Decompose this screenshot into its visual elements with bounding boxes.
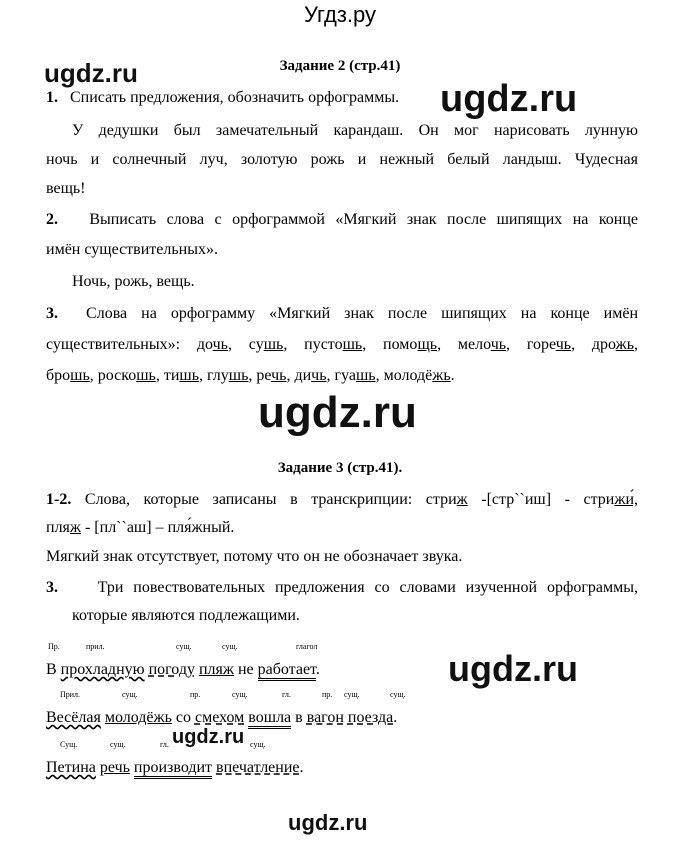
orthogram-word: глушь, xyxy=(207,367,253,384)
orthogram-word: гуашь, xyxy=(334,367,380,384)
pos-label: пр. xyxy=(322,690,333,699)
watermark: ugdz.ru xyxy=(288,810,368,835)
pos-label: сущ. xyxy=(176,642,192,651)
watermark: ugdz.ru xyxy=(172,726,245,748)
pos-label: прил. xyxy=(86,642,105,651)
task2-words: Ночь, рожь, вещь. xyxy=(72,273,195,290)
task3-item12-line1: 1-2. Слова, которые записаны в транскрипции: стриж -[стр``иш] - стрижи́, xyxy=(46,491,638,508)
task2-item3: 3. Слова на орфограмму «Мягкий знак после шипящих на конце имён xyxy=(46,305,639,322)
pos-label: пр. xyxy=(190,690,201,699)
pos-label: гл. xyxy=(160,740,169,749)
orthogram-word: пустошь, xyxy=(304,336,367,353)
pos-label: сущ. xyxy=(344,690,360,699)
task3-heading: Задание 3 (стр.41). xyxy=(277,460,403,476)
orthogram-word: речь, xyxy=(256,367,291,384)
orthogram-word: горечь, xyxy=(526,336,576,353)
orthogram-word: мелочь, xyxy=(457,336,511,353)
orthogram-word: тишь, xyxy=(163,367,204,384)
sentence1-pos-labels xyxy=(0,642,680,654)
watermark: ugdz.ru xyxy=(258,388,417,437)
orthogram-word: дочь, xyxy=(196,336,232,353)
pos-label: сущ. xyxy=(122,690,138,699)
pos-label: сущ. xyxy=(250,740,266,749)
task2-item3-line2: существительных»: дочь, сушь, пустошь, помощь, мелочь, горечь, дрожь, xyxy=(46,336,639,353)
watermark: ugdz.ru xyxy=(44,58,138,88)
sentence1: В прохладную погоду пляж не работает. xyxy=(46,660,320,680)
orthogram-word: брошь, xyxy=(46,367,94,384)
task2-item2-line2: имён существительных». xyxy=(46,241,218,258)
task2-paragraph-line: У дедушки был замечательный карандаш. Он мог нарисовать лунную xyxy=(72,122,638,139)
task3-explanation: Мягкий знак отсутствует, потому что он не обозначает звука. xyxy=(46,548,463,565)
watermark: ugdz.ru xyxy=(448,648,578,689)
task2-paragraph-line: ночь и солнечный луч, золотую рожь и нежный белый ландыш. Чудесная xyxy=(46,151,638,168)
task2-item1: 1. Списать предложения, обозначить орфограммы. xyxy=(46,89,400,106)
orthogram-word: молодёжь. xyxy=(383,367,455,384)
orthogram-word: роскошь, xyxy=(97,367,160,384)
watermark: ugdz.ru xyxy=(440,78,578,120)
task2-paragraph-line: вещь! xyxy=(46,180,86,197)
sentence2: Весёлая молодёжь со смехом вошла в вагон поезда. xyxy=(46,708,397,728)
pos-label: сущ. xyxy=(232,690,248,699)
pos-label: Пр. xyxy=(48,642,60,651)
orthogram-word: помощь, xyxy=(383,336,442,353)
task2-item3-line3 xyxy=(46,366,455,386)
orthogram-word: сушь, xyxy=(248,336,288,353)
task2-heading: Задание 2 (стр.41) xyxy=(279,58,401,74)
task3-item3: 3. Три повествовательных предложения со словами изученной орфограммы, xyxy=(46,579,638,596)
task3-item3-line2: которые являются подлежащими. xyxy=(72,607,300,624)
pos-label: гл. xyxy=(282,690,291,699)
task3-item12-line2: пляж - [пл``аш] – пля́жный. xyxy=(46,519,235,536)
sentence3-pos-labels xyxy=(0,740,680,752)
sentence2-pos-labels xyxy=(0,690,680,702)
pos-label: Сущ. xyxy=(60,740,78,749)
pos-label: глагол xyxy=(296,642,318,651)
pos-label: Прил. xyxy=(60,690,81,699)
pos-label: сущ. xyxy=(110,740,126,749)
orthogram-word: дичь, xyxy=(294,367,331,384)
task2-item2: 2. Выписать слова с орфограммой «Мягкий знак после шипящих на конце xyxy=(46,211,639,228)
pos-label: сущ. xyxy=(222,642,238,651)
sentence3: Петина речь производит впечатление. xyxy=(46,758,304,778)
site-title: Угдз.ру xyxy=(303,2,377,27)
orthogram-word: дрожь, xyxy=(591,336,639,353)
pos-label: сущ. xyxy=(390,690,406,699)
